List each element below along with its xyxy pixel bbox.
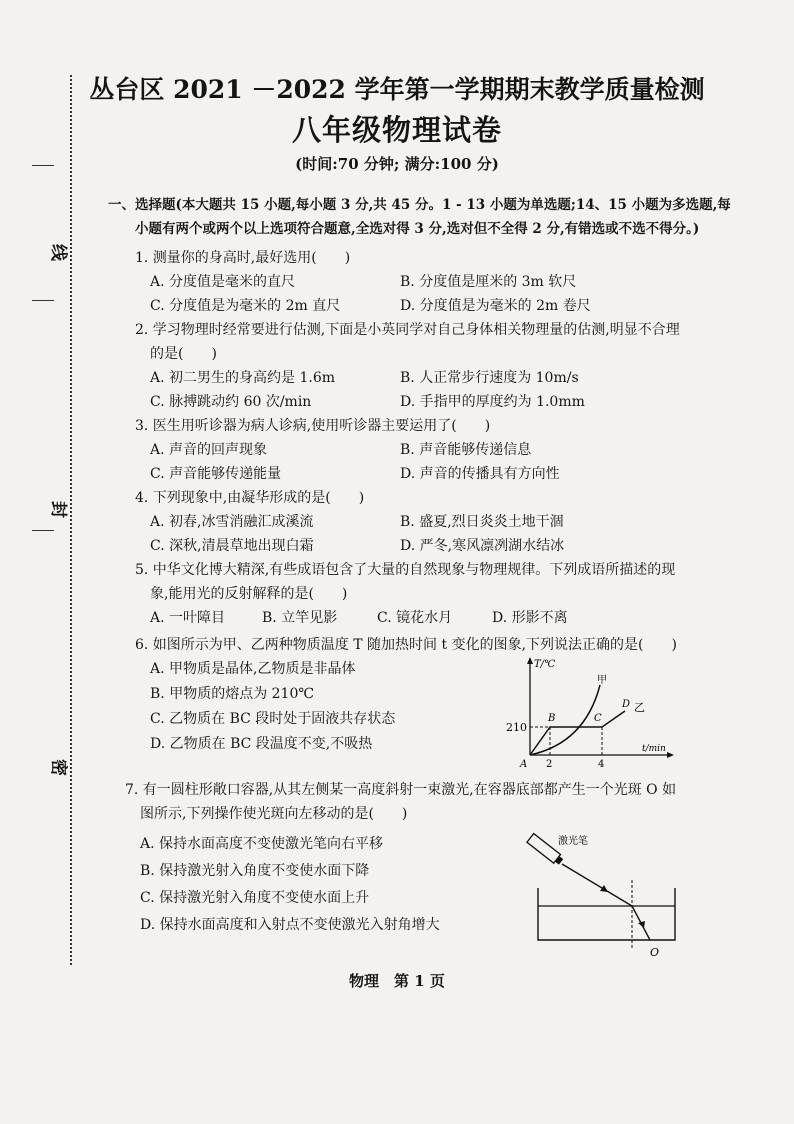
q4-option-c: C. 深秋,清晨草地出现白霜: [150, 538, 314, 554]
q6-label-d: D: [622, 699, 631, 710]
q4-option-a: A. 初春,冰雪消融汇成溪流: [150, 514, 314, 530]
q6-curve-jia: [530, 685, 600, 755]
q6-x-arrow: [667, 752, 674, 758]
q2-option-c: C. 脉搏跳动约 60 次/min: [150, 394, 312, 410]
q6-stem: 6. 如图所示为甲、乙两种物质温度 T 随加热时间 t 变化的图象,下列说法正确的是( ): [135, 637, 677, 653]
q7-container: [538, 888, 675, 940]
q3-stem: 3. 医生用听诊器为病人诊病,使用听诊器主要运用了( ): [135, 418, 491, 434]
q7-incident-arrow: [600, 885, 608, 892]
q7-option-c: C. 保持激光射入角度不变使水面上升: [140, 890, 370, 906]
q5-option-c: C. 镜花水月: [377, 610, 453, 626]
q1-option-d: D. 分度值是为毫米的 2m 卷尺: [400, 298, 591, 314]
q2-stem-line2: 的是( ): [150, 346, 217, 362]
q5-option-a: A. 一叶障目: [150, 610, 226, 626]
binding-dotted-line: [70, 75, 72, 965]
q4-option-d: D. 严冬,寒风凛冽湖水结冰: [400, 538, 565, 554]
q7-incident-ray: [562, 864, 632, 906]
q6-option-a: A. 甲物质是晶体,乙物质是非晶体: [150, 661, 356, 677]
q7-option-b: B. 保持激光射入角度不变使水面下降: [140, 863, 370, 879]
margin-label-xian: 线: [48, 244, 68, 261]
q7-label-o: O: [650, 946, 660, 959]
q3-option-c: C. 声音能够传递能量: [150, 466, 282, 482]
q6-label-c: C: [594, 713, 602, 724]
q6-label-b: B: [548, 713, 556, 724]
exam-info: (时间:70 分钟; 满分:100 分): [295, 155, 499, 173]
q7-option-a: A. 保持水面高度不变使激光笔向右平移: [140, 836, 384, 852]
q7-laser-label: 激光笔: [558, 836, 588, 847]
q3-option-b: B. 声音能够传递信息: [400, 442, 532, 458]
q5-stem-line2: 象,能用光的反射解释的是( ): [150, 586, 348, 602]
q6-option-d: D. 乙物质在 BC 段温度不变,不吸热: [150, 736, 373, 752]
q4-option-b: B. 盛夏,烈日炎炎土地干涸: [400, 514, 564, 530]
q6-label-210: 210: [506, 721, 527, 734]
q6-y-arrow: [527, 657, 533, 664]
q6-label-t4: 4: [598, 759, 605, 770]
margin-label-mi: 密: [48, 759, 68, 776]
q6-option-b: B. 甲物质的熔点为 210℃: [150, 686, 315, 702]
q6-option-c: C. 乙物质在 BC 段时处于固液共存状态: [150, 711, 396, 727]
school-blank-rule: [32, 530, 54, 531]
q7-option-d: D. 保持水面高度和入射点不变使激光入射角增大: [140, 917, 440, 933]
q7-laser-figure: [520, 830, 690, 960]
q5-option-b: B. 立竿见影: [262, 610, 338, 626]
q1-stem: 1. 测量你的身高时,最好选用( ): [135, 250, 351, 266]
q6-xlabel: t/min: [642, 744, 666, 754]
q7-stem-line1: 7. 有一圆柱形敞口容器,从其左侧某一高度斜射一束激光,在容器底部都产生一个光斑 O 如: [125, 782, 677, 798]
q6-ylabel: T/℃: [534, 659, 556, 670]
margin-label-feng: 封: [48, 501, 68, 518]
class-blank-rule: [32, 300, 54, 301]
q4-stem: 4. 下列现象中,由凝华形成的是( ): [135, 490, 365, 506]
q2-option-a: A. 初二男生的身高约是 1.6m: [150, 370, 336, 386]
q5-stem-line1: 5. 中华文化博大精深,有些成语包含了大量的自然现象与物理规律。下列成语所描述的现: [135, 562, 676, 578]
q6-label-jia: 甲: [597, 675, 607, 686]
exam-title: 丛台区 2021 －2022 学年第一学期期末教学质量检测: [89, 75, 705, 104]
section-heading-line1: 一、选择题(本大题共 15 小题,每小题 3 分,共 45 分。1 - 13 小题为单选题;14、15 小题为多选题,每: [108, 197, 731, 213]
q2-option-b: B. 人正常步行速度为 10m/s: [400, 370, 579, 386]
q2-option-d: D. 手指甲的厚度约为 1.0mm: [400, 394, 585, 410]
q6-curve-yi: [530, 711, 625, 755]
exam-subtitle: 八年级物理试卷: [291, 113, 502, 147]
q1-option-c: C. 分度值是为毫米的 2m 直尺: [150, 298, 341, 314]
section-heading-line2: 小题有两个或两个以上选项符合题意,全选对得 3 分,选对但不全得 2 分,有错选或不选不得分。): [135, 221, 700, 237]
page-footer: 物理 第 1 页: [349, 972, 445, 990]
q7-stem-line2: 图所示,下列操作使光斑向左移动的是( ): [140, 806, 408, 822]
q6-label-yi: 乙: [634, 701, 645, 714]
q6-label-t2: 2: [546, 759, 553, 770]
q6-temperature-graph: [500, 655, 680, 770]
q3-option-a: A. 声音的回声现象: [150, 442, 268, 458]
q1-option-b: B. 分度值是厘米的 3m 软尺: [400, 274, 577, 290]
q5-option-d: D. 形影不离: [492, 610, 568, 626]
q2-stem-line1: 2. 学习物理时经常要进行估测,下面是小英同学对自己身体相关物理量的估测,明显不合理: [135, 322, 680, 338]
q6-label-a: A: [520, 759, 528, 770]
q3-option-d: D. 声音的传播具有方向性: [400, 466, 560, 482]
q7-refracted-arrow: [638, 921, 645, 928]
q1-option-a: A. 分度值是毫米的直尺: [150, 274, 296, 290]
